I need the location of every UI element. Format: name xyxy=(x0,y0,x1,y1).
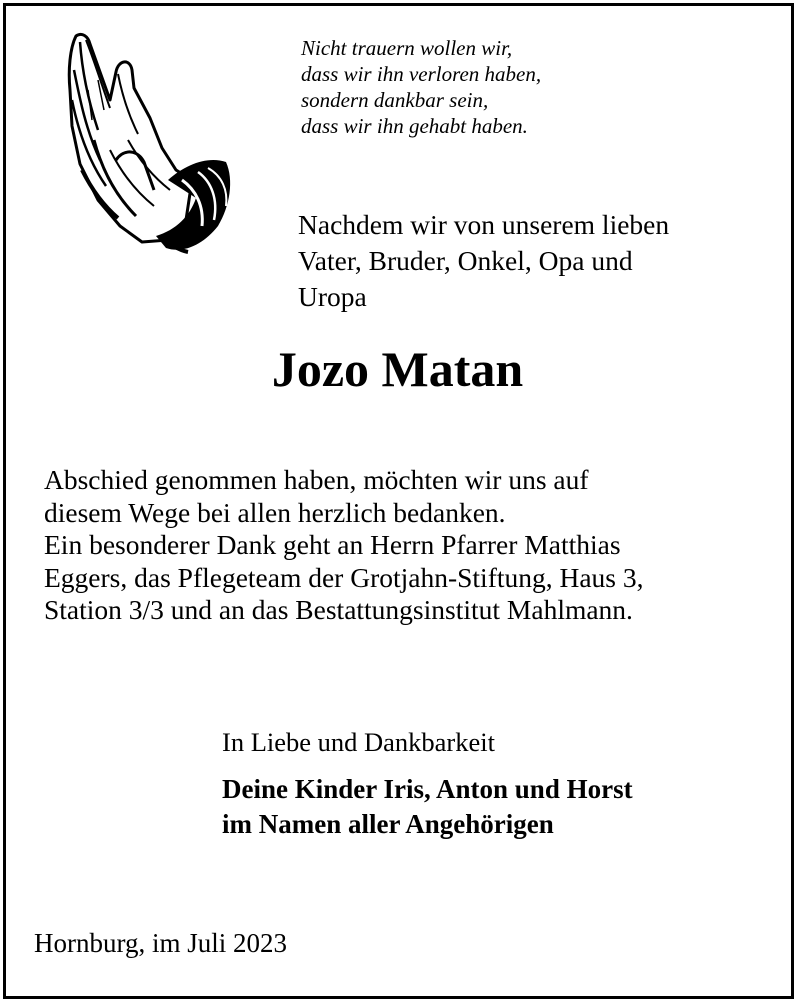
praying-hands-icon xyxy=(58,30,236,260)
place-and-date: Hornburg, im Juli 2023 xyxy=(34,928,288,958)
signature-line: Deine Kinder Iris, Anton und Horst xyxy=(222,774,633,804)
signature-line: im Namen aller Angehörigen xyxy=(222,809,554,839)
family-signature xyxy=(222,772,633,842)
message-line: Abschied genommen haben, möchten wir uns auf xyxy=(44,464,589,495)
message-line: diesem Wege bei allen herzlich bedanken. xyxy=(44,496,506,528)
verse-line: sondern dankbar sein, xyxy=(301,88,489,112)
message-line: Station 3/3 und an das Bestattungsinstitut Mahlmann. xyxy=(44,594,633,625)
intro-line: Uropa xyxy=(298,281,367,312)
verse-line: Nicht trauern wollen wir, xyxy=(301,36,513,60)
message-line: Eggers, das Pflegeteam der Grotjahn-Stiftung, Haus 3, xyxy=(44,561,644,593)
deceased-name: Jozo Matan xyxy=(271,341,524,397)
thanks-message xyxy=(44,464,644,627)
message-line: Ein besonderer Dank geht an Herrn Pfarrer Matthias xyxy=(44,529,621,560)
intro-line: Vater, Bruder, Onkel, Opa und xyxy=(298,245,633,276)
verse-line: dass wir ihn verloren haben, xyxy=(301,62,542,86)
verse-line: dass wir ihn gehabt haben. xyxy=(301,114,528,138)
intro-line: Nachdem wir von unserem lieben xyxy=(298,209,670,240)
memorial-verse xyxy=(301,35,541,139)
intro-text xyxy=(298,207,669,315)
closing-phrase: In Liebe und Dankbarkeit xyxy=(222,727,495,757)
